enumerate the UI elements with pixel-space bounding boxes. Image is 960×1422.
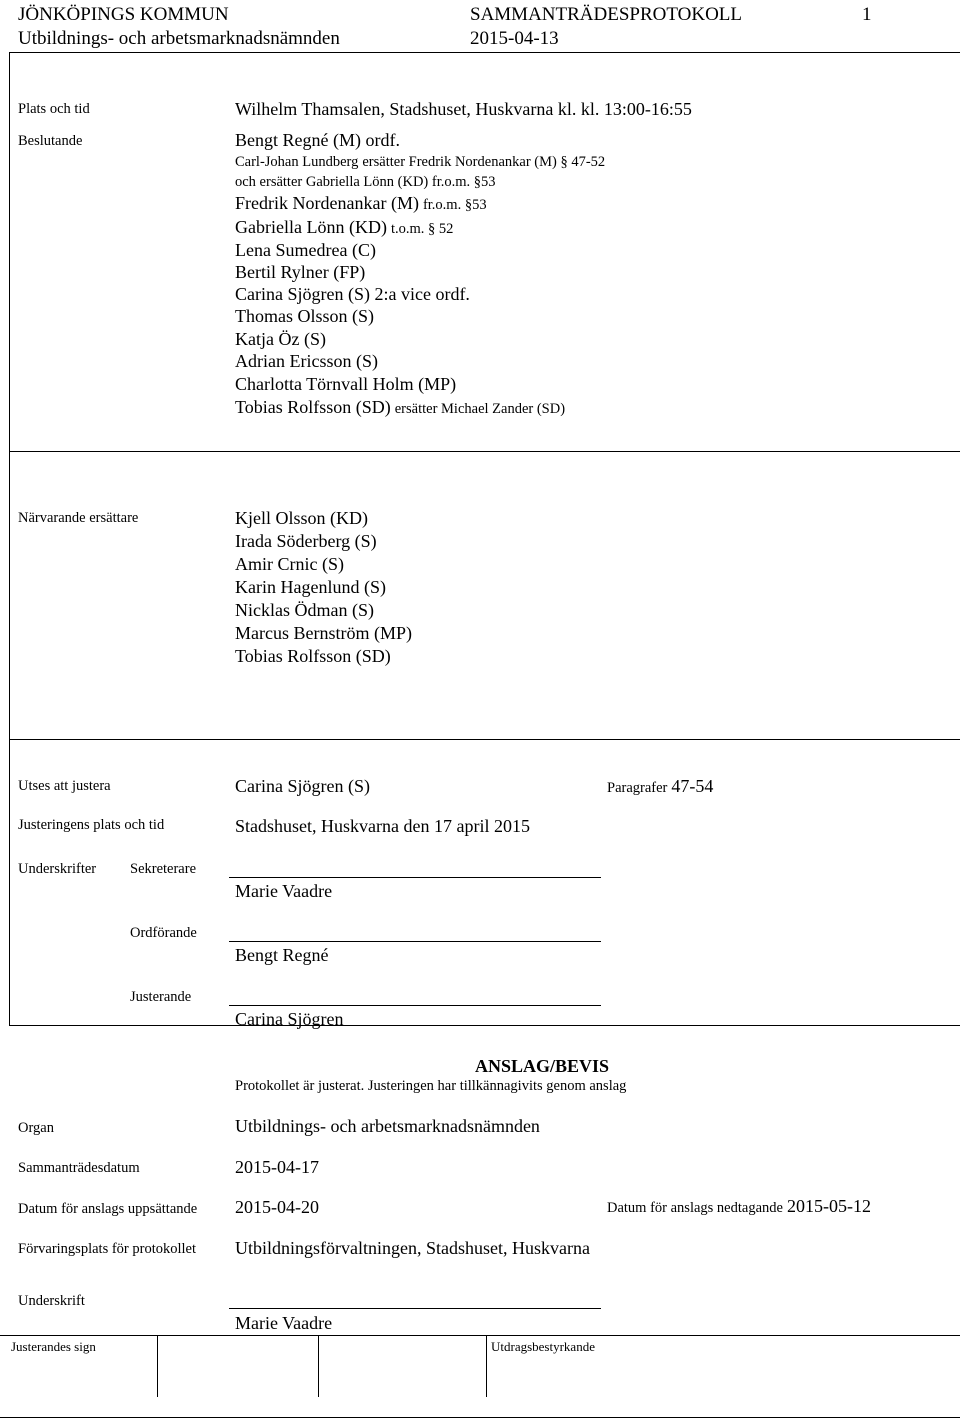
member-note: t.o.m. § 52: [390, 221, 454, 237]
municipality-name: JÖNKÖPINGS KOMMUN: [18, 4, 229, 25]
member-line: Bengt Regné (M) ordf.: [235, 130, 400, 150]
member-line: Adrian Ericsson (S): [235, 351, 378, 371]
member-note: ersätter Fredrik Nordenankar (M) § 47-52: [362, 154, 606, 170]
footer-divider: [486, 1335, 487, 1397]
paragraphs-field: [607, 775, 713, 799]
member-note: fr.o.m. §53: [422, 197, 487, 213]
substitute-name: Amir Crnic (S): [235, 554, 344, 574]
member-line: Bertil Rylner (FP): [235, 262, 366, 282]
member-line: [235, 192, 605, 216]
adjuster-label: Justerande: [130, 989, 192, 1005]
member-name: Carl-Johan Lundberg: [235, 154, 359, 170]
footer-bottom-line: [0, 1417, 960, 1418]
section-divider-2: [9, 739, 960, 740]
posted-date-label: Datum för anslags uppsättande: [18, 1201, 198, 1217]
extract-certification-label: Utdragsbestyrkande: [491, 1339, 595, 1354]
storage-label: Förvaringsplats för protokollet: [18, 1241, 197, 1257]
left-frame-line: [9, 52, 10, 1025]
meeting-date-value: 2015-04-17: [235, 1157, 319, 1177]
secretary-name: Marie Vaadre: [235, 881, 333, 901]
substitute-name: Karin Hagenlund (S): [235, 577, 386, 597]
posted-date-value: 2015-04-20: [235, 1197, 319, 1217]
footer-top-line: [0, 1335, 960, 1336]
place-time-label: Plats och tid: [18, 101, 90, 117]
chair-name: Bengt Regné: [235, 945, 329, 965]
adjuster-signature-line: [229, 1005, 601, 1006]
member-name: Gabriella Lönn (KD): [235, 217, 387, 237]
member-note: ersätter Michael Zander (SD): [394, 401, 566, 417]
notice-text: Protokollet är justerat. Justeringen har tillkännagivits genom anslag: [235, 1078, 627, 1094]
substitute-name: Kjell Olsson (KD): [235, 508, 368, 528]
member-line: och ersätter Gabriella Lönn (KD) fr.o.m. §53: [235, 174, 496, 190]
removed-date-field: [607, 1195, 871, 1219]
decision-makers-label: Beslutande: [18, 133, 83, 149]
member-line: Katja Öz (S): [235, 329, 326, 349]
adjuster-name: Carina Sjögren: [235, 1009, 344, 1029]
substitute-name: Tobias Rolfsson (SD): [235, 646, 391, 666]
chair-label: Ordförande: [130, 925, 197, 941]
member-line: [235, 152, 605, 172]
storage-value: Utbildningsförvaltningen, Stadshuset, Huskvarna: [235, 1238, 590, 1258]
removed-date-label: Datum för anslags nedtagande: [607, 1200, 783, 1216]
document-type: SAMMANTRÄDESPROTOKOLL: [470, 4, 743, 25]
adjust-value: Carina Sjögren (S): [235, 776, 370, 796]
paragraphs-value: 47-54: [671, 776, 714, 796]
member-line: [235, 396, 605, 419]
adjust-label: Utses att justera: [18, 778, 111, 794]
chair-signature-line: [229, 941, 601, 942]
notice-title: ANSLAG/BEVIS: [475, 1056, 610, 1076]
committee-name: Utbildnings- och arbetsmarknadsnämnden: [18, 28, 340, 49]
section-divider-3: [9, 1025, 960, 1026]
secretary-label: Sekreterare: [130, 861, 197, 877]
place-time-value: Wilhelm Thamsalen, Stadshuset, Huskvarna kl. kl. 13:00-16:55: [235, 99, 692, 119]
substitutes-list: [235, 507, 412, 668]
member-line: Carina Sjögren (S) 2:a vice ordf.: [235, 284, 470, 304]
substitutes-label: Närvarande ersättare: [18, 510, 139, 526]
member-line: Thomas Olsson (S): [235, 306, 374, 326]
adjust-place-value: Stadshuset, Huskvarna den 17 april 2015: [235, 816, 530, 836]
member-line: Lena Sumedrea (C): [235, 240, 376, 260]
organ-label: Organ: [18, 1120, 54, 1136]
signatures-label: Underskrifter: [18, 861, 97, 877]
top-frame-line: [9, 52, 960, 53]
organ-value: Utbildnings- och arbetsmarknadsnämnden: [235, 1116, 540, 1136]
footer-divider: [318, 1335, 319, 1397]
adjust-place-label: Justeringens plats och tid: [18, 817, 165, 833]
section-divider-1: [9, 451, 960, 452]
member-line: Charlotta Törnvall Holm (MP): [235, 374, 457, 394]
substitute-name: Irada Söderberg (S): [235, 531, 377, 551]
footer-divider: [157, 1335, 158, 1397]
notice-signature-name: Marie Vaadre: [235, 1313, 333, 1333]
paragraphs-label: Paragrafer: [607, 780, 668, 796]
signature-label: Underskrift: [18, 1293, 85, 1309]
substitute-name: Marcus Bernström (MP): [235, 623, 412, 643]
substitute-name: Nicklas Ödman (S): [235, 600, 374, 620]
document-date: 2015-04-13: [470, 28, 559, 49]
member-line: [235, 216, 605, 239]
page-number: 1: [862, 4, 872, 25]
member-name: Tobias Rolfsson (SD): [235, 397, 391, 417]
meeting-date-label: Sammanträdesdatum: [18, 1160, 140, 1176]
notice-signature-line: [229, 1308, 601, 1309]
secretary-signature-line: [229, 877, 601, 878]
removed-date-value: 2015-05-12: [786, 1196, 871, 1216]
member-name: Fredrik Nordenankar (M): [235, 193, 419, 213]
decision-makers-list: [235, 129, 605, 419]
adjusters-sign-label: Justerandes sign: [11, 1339, 96, 1354]
